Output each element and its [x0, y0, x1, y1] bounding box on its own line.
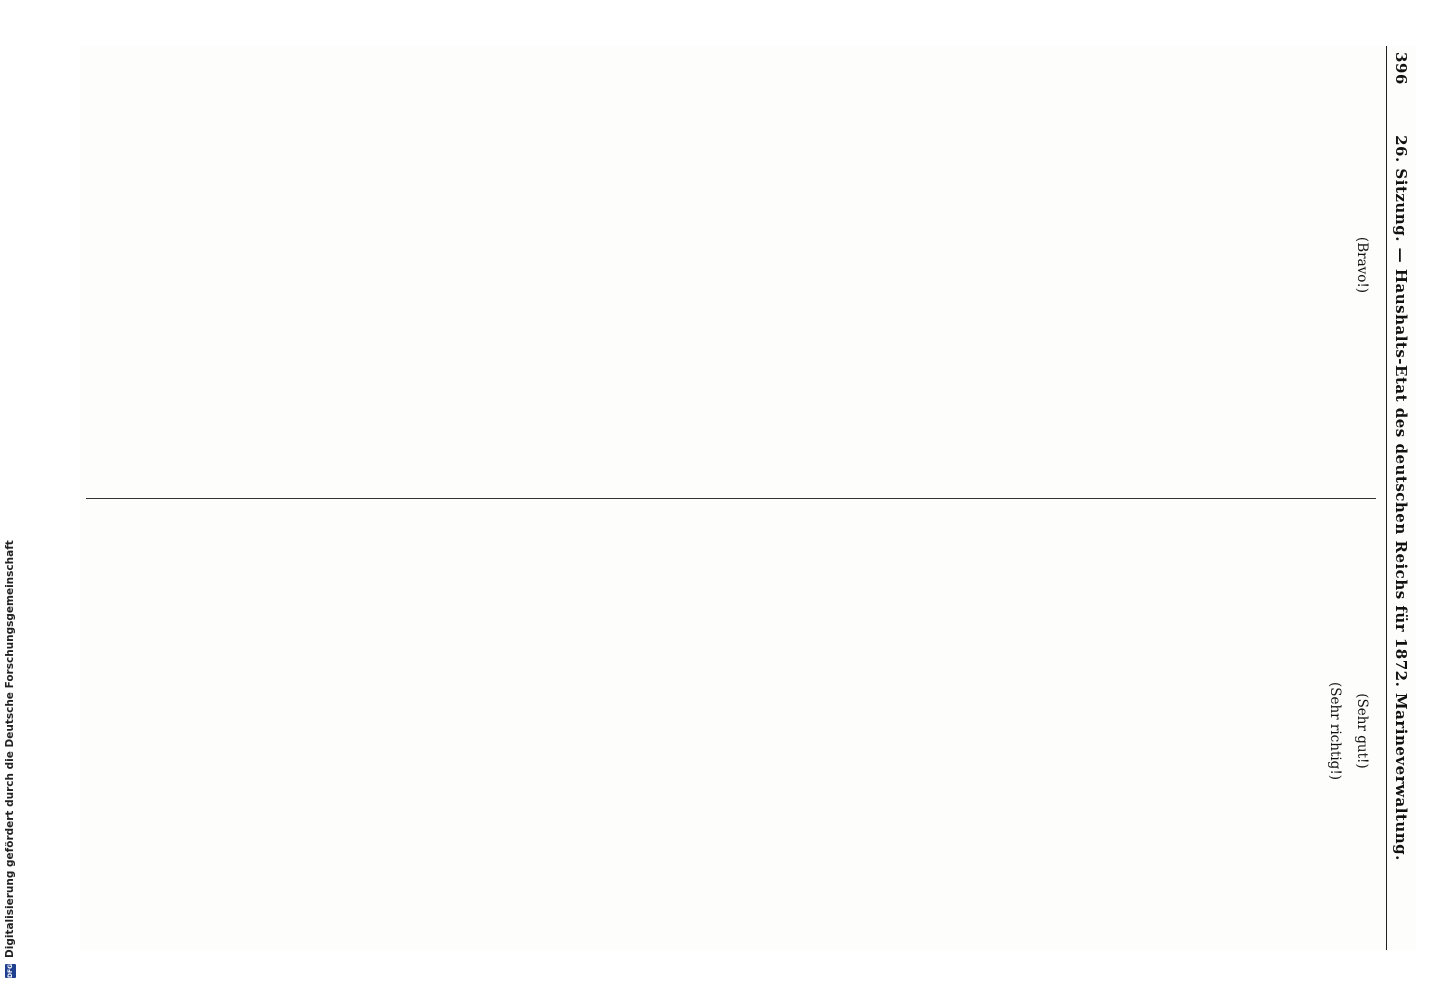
column-divider: [86, 498, 1376, 499]
header-title: 26. Sitzung. — Haushalts-Etat des deutschen Reichs für 1872. Marineverwaltung.: [1392, 135, 1411, 861]
page-number: 396: [1392, 52, 1411, 85]
scan-credit: [4, 540, 16, 978]
scanned-page: [80, 46, 1416, 950]
dfg-logo-icon: DFG: [6, 963, 14, 978]
interjection: (Sehr gut!): [1354, 693, 1370, 769]
interjection: (Sehr richtig!): [1327, 681, 1344, 781]
scan-credit-text: Digitalisierung gefördert durch die Deutsche Forschungsgemeinschaft: [4, 540, 16, 958]
right-column: [86, 512, 1376, 950]
interjection: (Bravo!): [1354, 236, 1370, 294]
running-header: [1386, 46, 1416, 950]
left-column: [86, 46, 1376, 484]
